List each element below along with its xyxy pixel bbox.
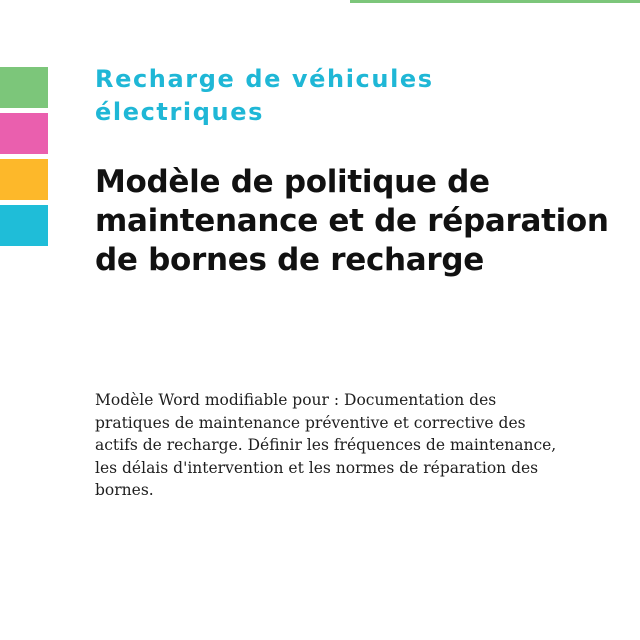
description-text: Modèle Word modifiable pour : Documentation des pratiques de maintenance préventive et corrective des actifs de recharge. Définir les fréquences de maintenance, les délais d'intervention et les normes de réparation des bornes. [95, 391, 557, 499]
color-bar-pink [0, 113, 48, 154]
top-accent-line [350, 0, 640, 3]
color-bar-green [0, 67, 48, 108]
color-bar-cyan [0, 205, 48, 246]
color-bar-yellow [0, 159, 48, 200]
color-bars [0, 67, 48, 251]
category-label: Recharge de véhicules électriques [95, 65, 434, 126]
page-title: Modèle de politique de maintenance et de réparation de bornes de recharge [95, 164, 609, 278]
